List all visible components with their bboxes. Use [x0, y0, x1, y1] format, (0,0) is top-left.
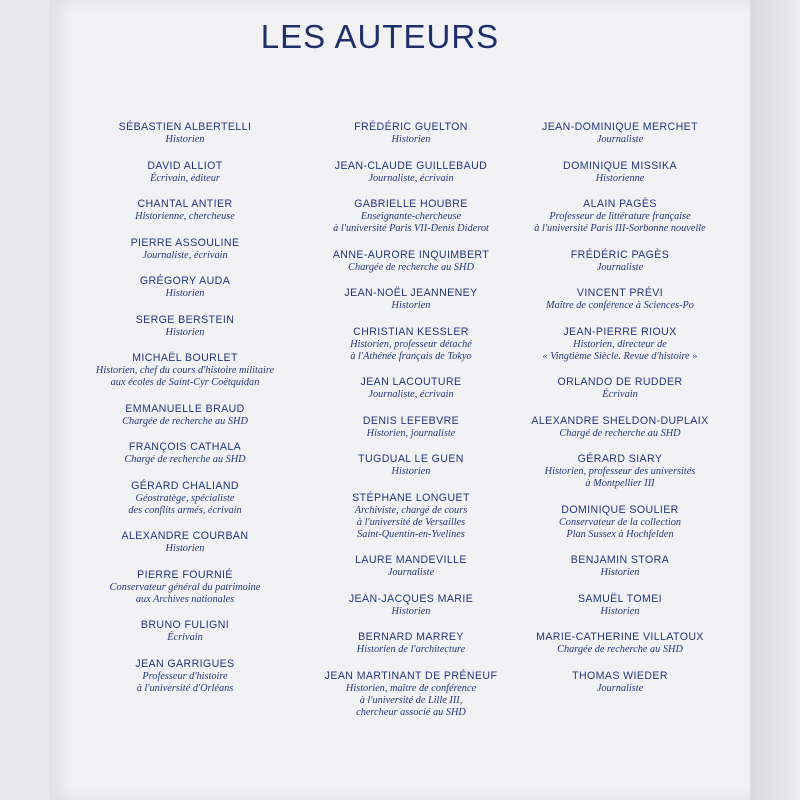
author-name: BRUNO FULIGNI [140, 619, 230, 631]
author-role: Écrivain [602, 389, 638, 400]
author-name: THOMAS WIEDER [572, 669, 668, 682]
author-entry [294, 670, 528, 719]
author-role: Historien, directeur de [573, 338, 667, 350]
author-entry [294, 198, 528, 235]
author-entry [70, 352, 300, 389]
author-role: Historien [165, 288, 205, 299]
author-name: GÉRARD CHALIAND [131, 479, 239, 492]
author-name: ALAIN PAGÈS [583, 198, 657, 210]
author-entry [500, 593, 740, 618]
author-role: Plan Sussex à Hochfelden [566, 528, 674, 540]
author-name: PIERRE FOURNIÉ [137, 568, 233, 581]
author-name: DOMINIQUE SOULIER [561, 503, 679, 516]
author-role: Journaliste [387, 567, 435, 578]
author-name: CHRISTIAN KESSLER [353, 325, 469, 338]
author-name: JEAN GARRIGUES [135, 657, 235, 670]
author-entry [294, 376, 528, 401]
author-name: EMMANUELLE BRAUD [125, 402, 245, 415]
author-role: Enseignante-chercheuse [360, 211, 462, 222]
author-name: TUGDUAL LE GUEN [358, 453, 464, 465]
author-entry [500, 198, 740, 235]
author-role: à l'université de Lille III, [359, 694, 463, 706]
author-name: JEAN LACOUTURE [360, 376, 462, 388]
author-entry [70, 658, 300, 695]
author-entry [70, 198, 300, 223]
author-entry [294, 453, 528, 478]
author-entry [70, 121, 300, 146]
author-role: Historien, maître de conférence [345, 682, 477, 694]
author-name: DENIS LEFEBVRE [362, 414, 460, 427]
page-edge [750, 0, 800, 800]
author-role: Historien [165, 543, 205, 554]
author-name: GRÉGORY AUDA [139, 275, 231, 287]
author-entry [500, 631, 740, 656]
authors-column-2 [294, 121, 528, 732]
author-role: Archiviste, chargé de cours [354, 504, 468, 516]
author-role: Journaliste [596, 682, 644, 694]
author-role: à l'université Paris VII-Denis Diderot [333, 223, 489, 234]
author-entry [70, 619, 300, 644]
author-entry [294, 249, 528, 274]
author-name: ORLANDO DE RUDDER [557, 376, 683, 388]
author-entry [294, 287, 528, 312]
author-name: MARIE-CATHERINE VILLATOUX [536, 631, 704, 643]
author-entry [294, 631, 528, 656]
author-name: JEAN-CLAUDE GUILLEBAUD [334, 159, 488, 172]
author-role: Historien [165, 326, 205, 338]
author-entry [500, 504, 740, 541]
author-entry [500, 554, 740, 579]
author-role: Chargée de recherche au SHD [557, 644, 683, 655]
author-role: Géostratège, spécialiste [135, 492, 235, 504]
author-entry [294, 121, 528, 146]
author-name: SAMUËL TOMEI [577, 592, 663, 605]
author-entry [70, 237, 300, 262]
author-role: Écrivain [167, 632, 203, 643]
author-role: Chargé de recherche au SHD [124, 454, 246, 465]
author-name: FRÉDÉRIC GUELTON [354, 121, 468, 133]
author-entry [70, 314, 300, 339]
author-name: FRANÇOIS CATHALA [128, 441, 242, 453]
author-name: LAURE MANDEVILLE [355, 554, 467, 566]
author-name: CHANTAL ANTIER [137, 198, 233, 210]
author-entry [500, 326, 740, 363]
author-role: Historien [391, 466, 431, 477]
author-entry [70, 441, 300, 466]
author-name: GÉRARD SIARY [577, 453, 663, 465]
author-role: Journaliste [596, 261, 644, 273]
author-name: DOMINIQUE MISSIKA [563, 159, 677, 172]
author-role: Professeur d'histoire [142, 670, 228, 682]
author-role: Chargée de recherche au SHD [122, 415, 248, 427]
author-entry [294, 554, 528, 579]
page-title: LES AUTEURS [260, 18, 500, 55]
author-name: ALEXANDRE COURBAN [121, 530, 249, 542]
author-role: à l'université Paris III-Sorbonne nouvelle [534, 223, 706, 234]
author-role: Historien [600, 605, 640, 617]
author-role: Historien, chef du cours d'histoire militaire [95, 365, 275, 376]
author-role: Historienne [595, 172, 645, 184]
author-name: ALEXANDRE SHELDON-DUPLAIX [531, 414, 709, 427]
author-role: aux Archives nationales [135, 593, 235, 605]
author-entry [70, 480, 300, 517]
author-role: chercheur associé au SHD [356, 706, 466, 718]
author-name: JEAN-PIERRE RIOUX [563, 325, 677, 338]
author-entry [70, 530, 300, 555]
author-role: à l'Athénée français de Tokyo [350, 350, 472, 362]
author-role: Historien [600, 567, 640, 578]
author-name: SÉBASTIEN ALBERTELLI [118, 121, 252, 133]
author-name: FRÉDÉRIC PAGÈS [570, 248, 670, 261]
author-name: BENJAMIN STORA [570, 554, 670, 566]
author-role: Historien, journaliste [366, 427, 456, 439]
author-role: Professeur de littérature française [549, 211, 691, 222]
author-role: Historien de l'architecture [356, 644, 466, 655]
author-entry [500, 287, 740, 312]
author-role: Chargé de recherche au SHD [559, 427, 681, 439]
author-role: Historienne, chercheuse [135, 211, 235, 222]
author-role: Historien [165, 134, 205, 145]
author-role: Historien [391, 134, 431, 145]
author-name: VINCENT PRÉVI [576, 287, 664, 299]
author-name: JEAN-NOËL JEANNENEY [344, 287, 478, 299]
author-entry [500, 415, 740, 440]
author-role: Journaliste, écrivain [368, 389, 454, 400]
author-name: DAVID ALLIOT [147, 159, 223, 172]
author-name: SERGE BERSTEIN [135, 313, 235, 326]
author-entry [294, 160, 528, 185]
author-entry [70, 275, 300, 300]
author-entry [500, 160, 740, 185]
author-role: à l'université d'Orléans [136, 682, 234, 694]
author-entry [500, 121, 740, 146]
author-role: Maître de conférence à Sciences-Po [546, 300, 694, 311]
author-entry [294, 326, 528, 363]
author-role: Journaliste [596, 134, 644, 145]
authors-column-3 [500, 121, 740, 708]
author-role: à l'université de Versailles [356, 516, 466, 528]
author-name: JEAN-DOMINIQUE MERCHET [542, 121, 698, 133]
author-entry [70, 160, 300, 185]
author-role: Écrivain, éditeur [150, 172, 220, 184]
authors-column-1 [70, 121, 300, 708]
author-role: « Vingtième Siècle. Revue d'histoire » [542, 350, 698, 362]
author-name: JEAN-JACQUES MARIE [348, 592, 474, 605]
author-role: des conflits armés, écrivain [128, 504, 242, 516]
author-role: Historien [391, 300, 431, 311]
author-entry [294, 593, 528, 618]
author-name: GABRIELLE HOUBRE [354, 198, 468, 210]
author-role: aux écoles de Saint-Cyr Coëtquidan [110, 377, 260, 388]
author-entry [500, 453, 740, 490]
author-role: Conservateur de la collection [558, 516, 682, 528]
author-name: STÉPHANE LONGUET [352, 491, 470, 504]
author-entry [500, 670, 740, 695]
author-role: Historien [391, 605, 431, 617]
author-name: MICHAËL BOURLET [132, 352, 238, 364]
author-entry [294, 492, 528, 541]
author-entry [500, 376, 740, 401]
author-entry [500, 249, 740, 274]
author-entry [70, 569, 300, 606]
author-name: BERNARD MARREY [358, 631, 464, 643]
author-entry [70, 403, 300, 428]
author-role: Journaliste, écrivain [142, 249, 228, 261]
author-entry [294, 415, 528, 440]
author-role: Journaliste, écrivain [368, 172, 454, 184]
author-role: Saint-Quentin-en-Yvelines [357, 528, 465, 540]
author-name: ANNE-AURORE INQUIMBERT [332, 248, 490, 261]
author-role: Chargée de recherche au SHD [348, 261, 474, 273]
author-role: à Montpellier III [585, 478, 655, 489]
author-name: JEAN MARTINANT DE PRÉNEUF [324, 669, 498, 682]
author-role: Historien, professeur des universités [544, 466, 696, 477]
author-name: PIERRE ASSOULINE [130, 236, 240, 249]
author-role: Conservateur général du patrimoine [109, 581, 261, 593]
author-role: Historien, professeur détaché [350, 338, 472, 350]
